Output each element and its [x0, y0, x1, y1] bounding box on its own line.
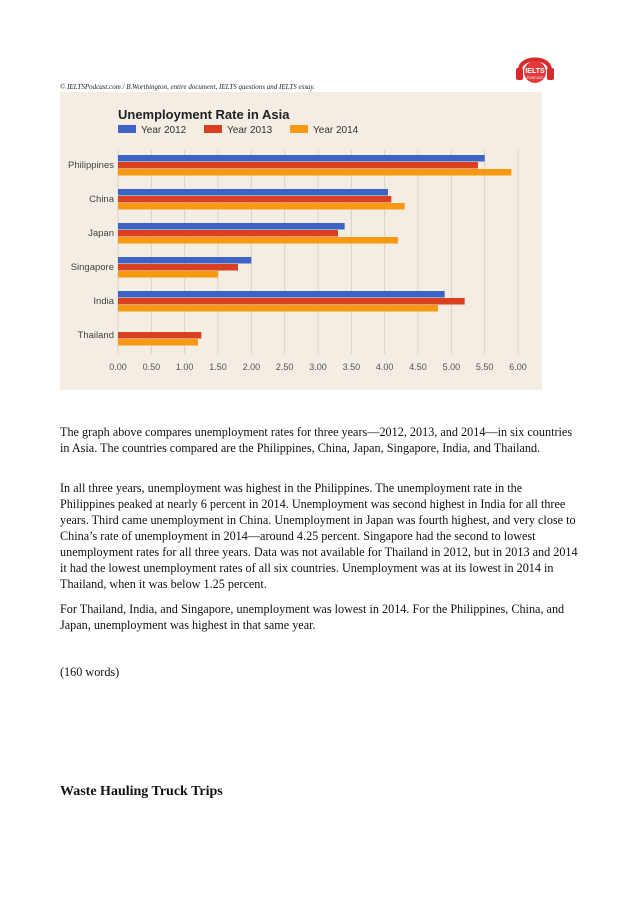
- chart-bars: [118, 155, 511, 346]
- legend-label: Year 2014: [313, 125, 359, 136]
- copyright-credit: © IELTSPodcast.com / B.Worthington, entire document, IELTS questions and IELTS essay.: [60, 83, 316, 91]
- legend-label: Year 2013: [227, 125, 273, 136]
- bar: [118, 339, 198, 346]
- category-label: China: [89, 194, 114, 205]
- chart-legend: [118, 125, 359, 136]
- x-tick-label: 0.50: [142, 362, 161, 372]
- bar: [118, 271, 218, 278]
- x-tick-label: 3.00: [309, 362, 327, 372]
- logo-text: IELTS: [525, 68, 545, 75]
- category-label: India: [93, 296, 114, 307]
- chart-svg: [60, 92, 542, 390]
- category-labels: [68, 160, 115, 341]
- bar: [118, 155, 485, 162]
- bar: [118, 169, 511, 176]
- bar: [118, 264, 238, 271]
- category-label: Singapore: [70, 262, 114, 273]
- x-tick-label: 4.50: [409, 362, 427, 372]
- bar: [118, 257, 251, 264]
- legend-label: Year 2012: [141, 125, 187, 136]
- bar: [118, 305, 438, 312]
- section-heading: Waste Hauling Truck Trips: [60, 784, 223, 799]
- x-tick-label: 5.50: [475, 362, 494, 372]
- bar: [118, 223, 345, 230]
- x-tick-label: 1.50: [209, 362, 227, 372]
- legend-swatch: [204, 125, 222, 133]
- category-label: Philippines: [68, 160, 114, 171]
- x-tick-label: 1.00: [175, 362, 194, 372]
- x-tick-label: 5.00: [442, 362, 461, 372]
- legend-swatch: [118, 125, 136, 133]
- word-count: (160 words): [60, 665, 120, 679]
- category-label: Thailand: [77, 330, 114, 341]
- ielts-podcast-logo: [512, 46, 558, 86]
- legend-swatch: [290, 125, 308, 133]
- chart-gridlines: [118, 150, 518, 354]
- paragraph-details: In all three years, unemployment was highest in the Philippines. The unemployment rate in the Philippines peaked at nearly 6 percent in 2014. Unemployment was second highest in India for all three years. Third came unemployment in China. Unemployment in Japan was fourth highest, and very close to China’s rate of unemployment in 2014—around 4.25 percent. Singapore had the second to lowest unemployment rates for all three years. Data was not available for Thailand in 2012, but in 2013 and 2014 it had the lowest unemployment rates of all six countries. Unemployment was at its lowest in 2014 in Thailand, when it was below 1.25 percent.: [60, 481, 578, 591]
- bar: [118, 162, 478, 169]
- bar: [118, 203, 405, 210]
- bar: [118, 230, 338, 237]
- logo-subtext: PODCAST: [526, 76, 544, 80]
- x-tick-label: 3.50: [342, 362, 361, 372]
- bar: [118, 189, 388, 196]
- category-label: Japan: [88, 228, 114, 239]
- x-tick-label: 6.00: [509, 362, 527, 372]
- paragraph-intro: The graph above compares unemployment rates for three years—2012, 2013, and 2014—in six countries in Asia. The countries compared are the Philippines, China, Japan, Singapore, India, and Thailand.: [60, 425, 573, 455]
- x-tick-label: 2.50: [275, 362, 294, 372]
- x-tick-label: 2.00: [242, 362, 261, 372]
- bar: [118, 298, 465, 305]
- bar: [118, 332, 201, 339]
- bar: [118, 291, 445, 298]
- unemployment-chart: [60, 92, 542, 390]
- x-tick-label: 0.00: [109, 362, 127, 372]
- bar: [118, 196, 391, 203]
- paragraph-summary: For Thailand, India, and Singapore, unemployment was lowest in 2014. For the Philippines, China, and Japan, unemployment was highest in that same year.: [60, 602, 565, 632]
- x-tick-label: 4.00: [375, 362, 394, 372]
- x-axis-ticks: [109, 362, 527, 372]
- chart-title: Unemployment Rate in Asia: [118, 107, 290, 122]
- bar: [118, 237, 398, 244]
